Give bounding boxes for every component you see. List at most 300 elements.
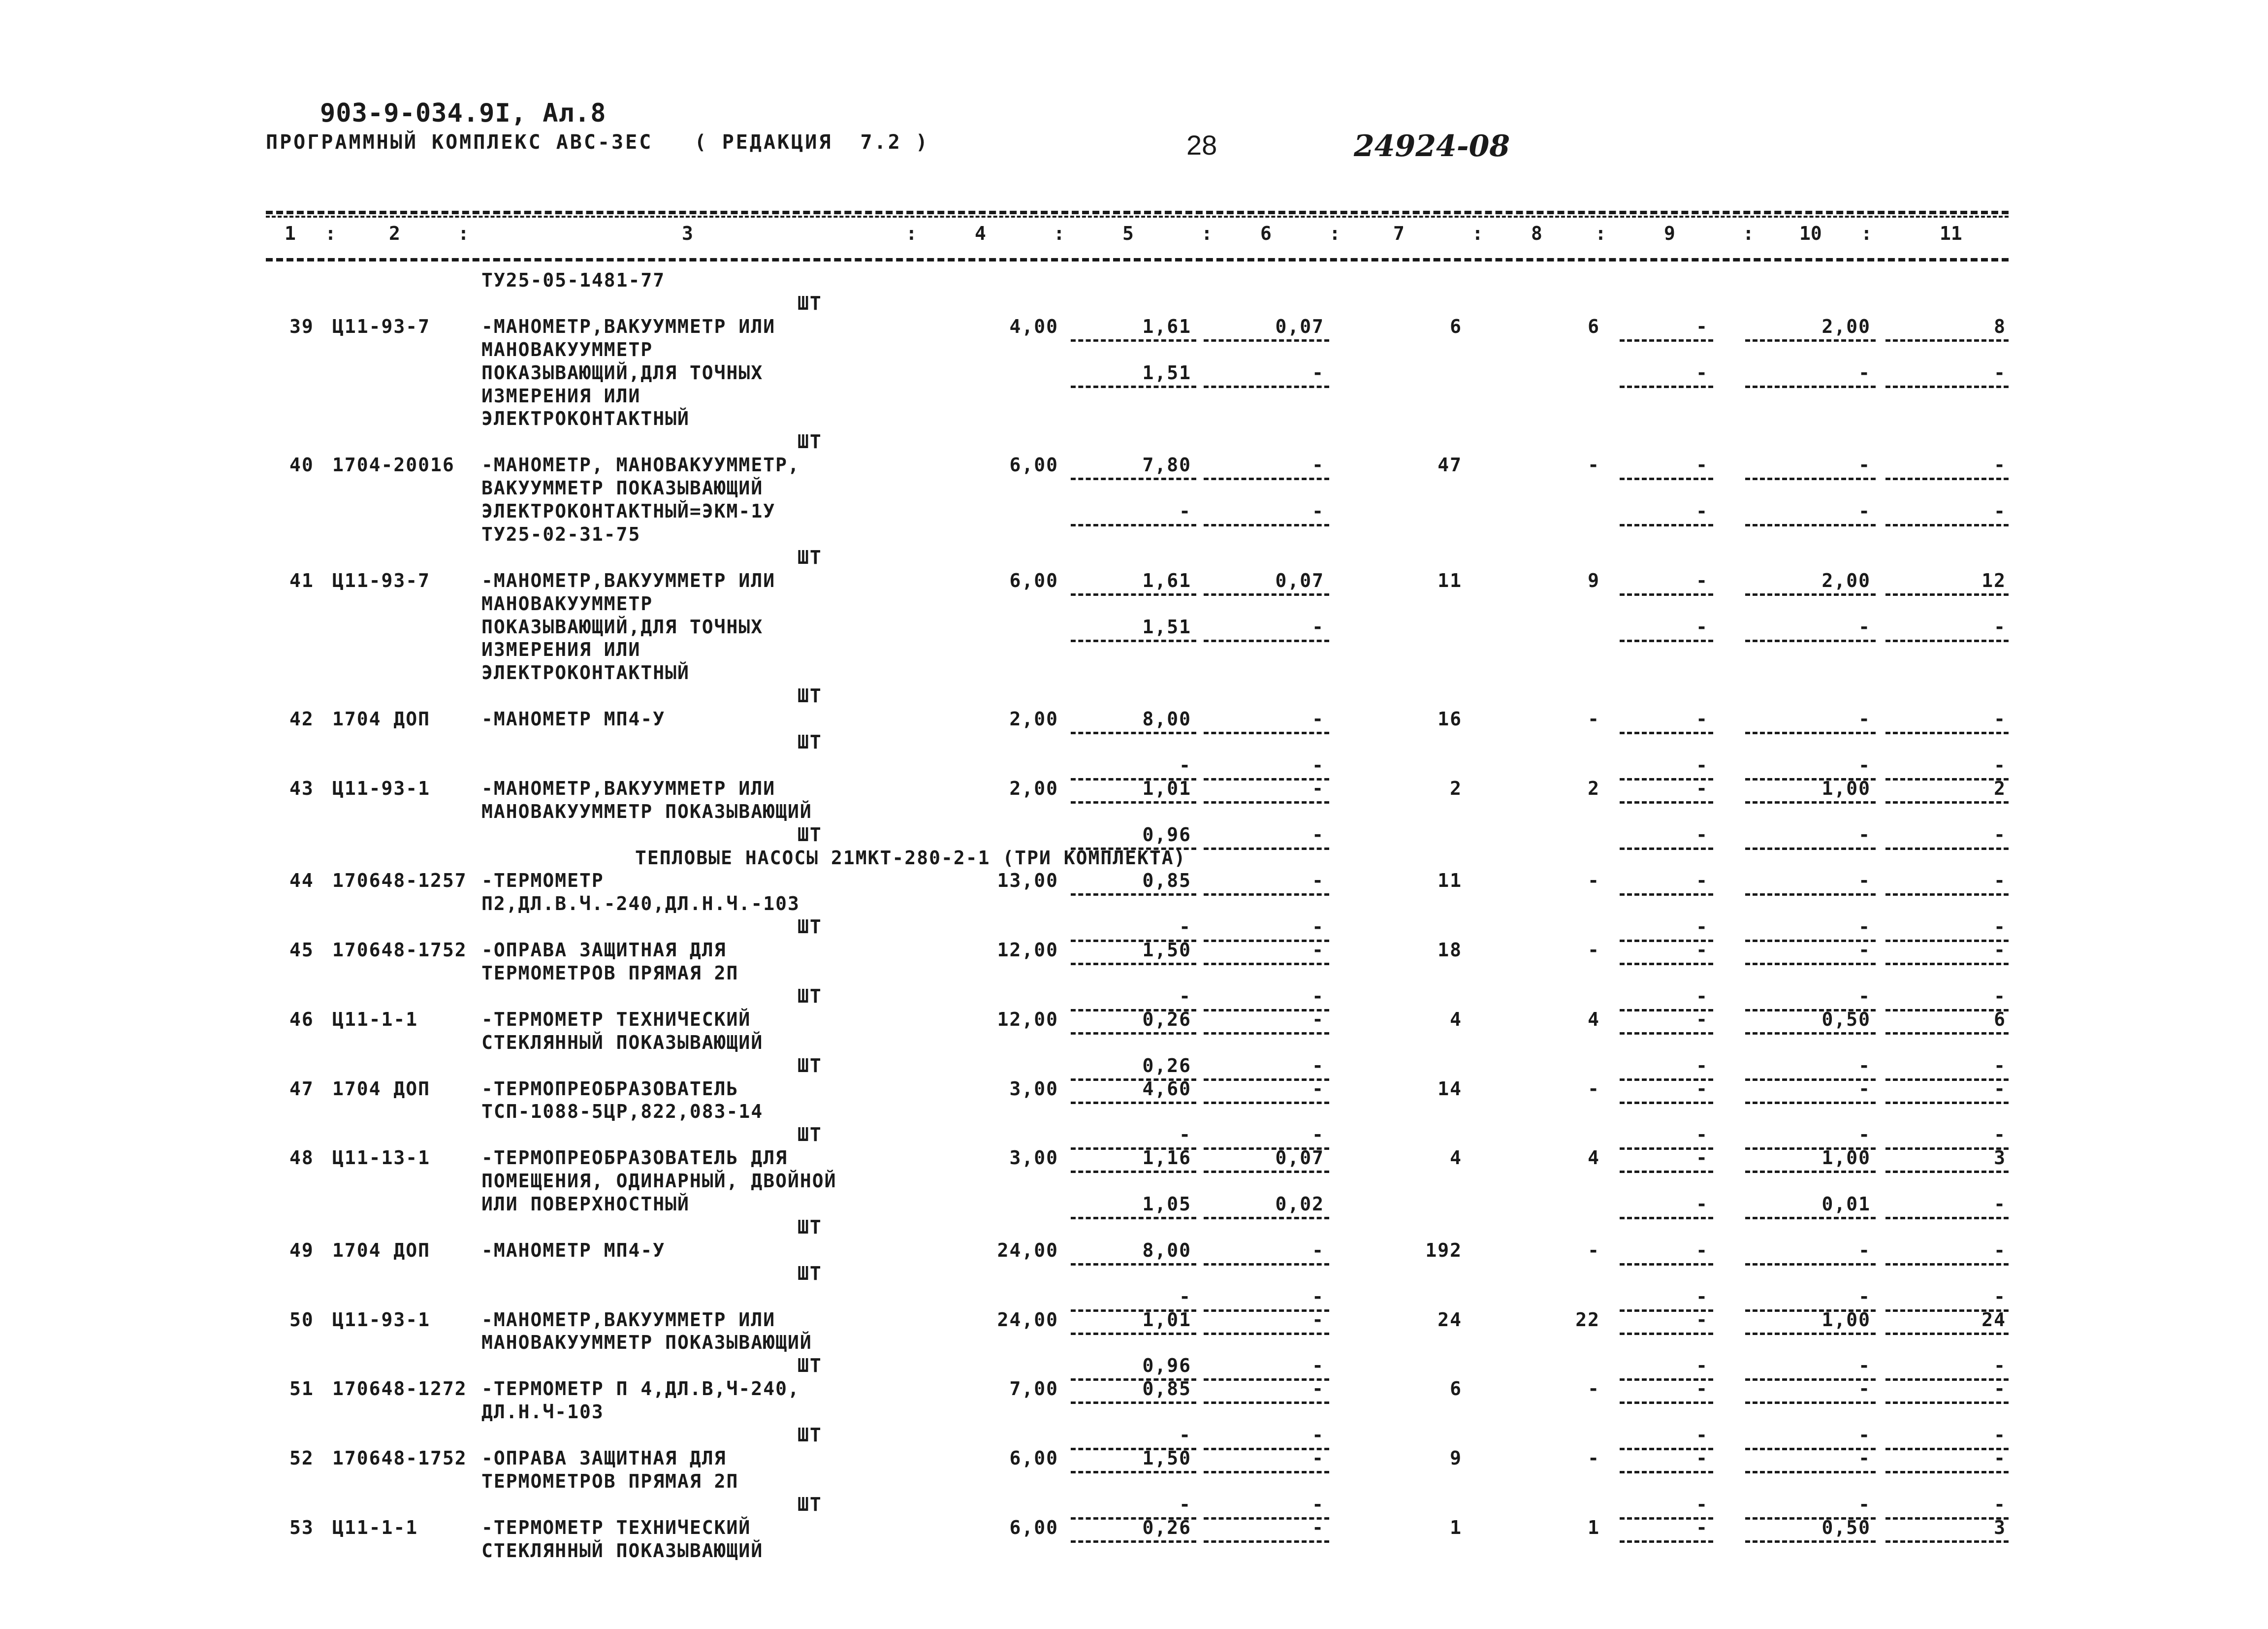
quantity-value: 13,00 bbox=[997, 870, 1058, 891]
col7-value: 11 bbox=[1437, 570, 1462, 591]
item-code: Ц11-93-1 bbox=[332, 778, 431, 799]
table-row bbox=[0, 315, 2268, 339]
col6-value: - bbox=[1312, 754, 1324, 776]
col11-value: - bbox=[1994, 708, 2006, 730]
item-code: Ц11-93-7 bbox=[332, 570, 431, 591]
item-code: 170648-1272 bbox=[332, 1378, 467, 1400]
col10-value: 2,00 bbox=[1821, 570, 1871, 591]
col5-value: 0,26 bbox=[1142, 1009, 1191, 1030]
table-row bbox=[0, 1146, 2268, 1170]
item-unit: ШТ bbox=[798, 1424, 822, 1446]
table-row-continuation bbox=[0, 615, 2268, 639]
table-row-continuation bbox=[0, 1331, 2268, 1355]
table-row-continuation bbox=[0, 961, 2268, 985]
col11-value: - bbox=[1994, 500, 2006, 522]
column-separator: : bbox=[1861, 223, 1872, 244]
col11-value: - bbox=[1994, 824, 2006, 846]
col5-value: 0,26 bbox=[1142, 1055, 1191, 1076]
item-description: ИЗМЕРЕНИЯ ИЛИ bbox=[481, 639, 641, 660]
col6-value: - bbox=[1312, 708, 1324, 730]
column-header: 1 bbox=[285, 223, 296, 244]
col5-value: 1,50 bbox=[1142, 1447, 1191, 1469]
col5-value: 1,16 bbox=[1142, 1147, 1191, 1169]
col10-value: 0,50 bbox=[1821, 1009, 1871, 1030]
col8-value: - bbox=[1588, 1239, 1600, 1261]
col8-value: - bbox=[1588, 1378, 1600, 1400]
col5-value: - bbox=[1179, 1286, 1191, 1307]
item-description: ИЛИ ПОВЕРХНОСТНЫЙ bbox=[481, 1193, 690, 1215]
col11-value: - bbox=[1994, 1193, 2006, 1215]
col6-value: - bbox=[1312, 1378, 1324, 1400]
col6-value: 0,07 bbox=[1275, 1147, 1324, 1169]
col10-value: - bbox=[1858, 708, 1871, 730]
col5-value: 1,51 bbox=[1142, 362, 1191, 384]
item-description: ИЗМЕРЕНИЯ ИЛИ bbox=[481, 385, 641, 407]
col6-value: - bbox=[1312, 1447, 1324, 1469]
col7-value: 4 bbox=[1450, 1009, 1462, 1030]
table-row-continuation bbox=[0, 1262, 2268, 1286]
table-row-continuation bbox=[0, 1285, 2268, 1309]
col9-value: - bbox=[1696, 1193, 1708, 1215]
item-number: 52 bbox=[289, 1447, 314, 1469]
item-unit: ШТ bbox=[798, 731, 822, 753]
item-description: ПОКАЗЫВАЮЩИЙ,ДЛЯ ТОЧНЫХ bbox=[481, 616, 764, 638]
col6-value: - bbox=[1312, 1239, 1324, 1261]
item-description: ДЛ.Н.Ч-103 bbox=[481, 1401, 604, 1423]
item-description: ВАКУУММЕТР ПОКАЗЫВАЮЩИЙ bbox=[481, 477, 764, 499]
col6-value: - bbox=[1312, 1494, 1324, 1515]
col10-value: - bbox=[1858, 362, 1871, 384]
table-row-continuation bbox=[0, 823, 2268, 847]
col10-value: - bbox=[1858, 985, 1871, 1007]
col9-value: - bbox=[1696, 1124, 1708, 1145]
col5-value: 1,61 bbox=[1142, 316, 1191, 337]
col9-value: - bbox=[1696, 1447, 1708, 1469]
column-header: 9 bbox=[1664, 223, 1675, 244]
col9-value: - bbox=[1696, 316, 1708, 337]
col10-value: - bbox=[1858, 870, 1871, 891]
section-heading: ТЕПЛОВЫЕ НАСОСЫ 21МКТ-280-2-1 (ТРИ КОМПЛЕКТА) bbox=[635, 847, 1186, 869]
col8-value: - bbox=[1588, 454, 1600, 476]
col8-value: 1 bbox=[1588, 1517, 1600, 1538]
table-row-continuation bbox=[0, 892, 2268, 916]
item-number: 41 bbox=[289, 570, 314, 591]
table-row-continuation bbox=[0, 476, 2268, 500]
col5-value: 1,01 bbox=[1142, 1309, 1191, 1331]
col9-value: - bbox=[1696, 754, 1708, 776]
col7-value: 16 bbox=[1437, 708, 1462, 730]
col11-value: - bbox=[1994, 916, 2006, 938]
table-row-continuation bbox=[0, 592, 2268, 616]
item-code: Ц11-1-1 bbox=[332, 1009, 418, 1030]
table-row-continuation bbox=[0, 1400, 2268, 1424]
column-header-row bbox=[266, 223, 2009, 252]
table-row-continuation bbox=[0, 499, 2268, 523]
col5-value: 0,96 bbox=[1142, 824, 1191, 846]
col10-value: - bbox=[1858, 616, 1871, 638]
col7-value: 47 bbox=[1437, 454, 1462, 476]
table-row-continuation bbox=[0, 1031, 2268, 1055]
col7-value: 14 bbox=[1437, 1078, 1462, 1100]
table-row-continuation bbox=[0, 522, 2268, 547]
col8-value: - bbox=[1588, 939, 1600, 961]
col5-value: 1,51 bbox=[1142, 616, 1191, 638]
column-header: 4 bbox=[975, 223, 986, 244]
table-row bbox=[0, 1238, 2268, 1263]
col7-value: 24 bbox=[1437, 1309, 1462, 1331]
col11-value: - bbox=[1994, 985, 2006, 1007]
col5-value: 4,60 bbox=[1142, 1078, 1191, 1100]
col9-value: - bbox=[1696, 985, 1708, 1007]
table-row bbox=[0, 1516, 2268, 1540]
col5-value: 1,50 bbox=[1142, 939, 1191, 961]
table-row-continuation bbox=[0, 753, 2268, 778]
col9-value: - bbox=[1696, 1424, 1708, 1446]
item-description: -МАНОМЕТР МП4-У bbox=[481, 708, 666, 730]
col11-value: 3 bbox=[1994, 1517, 2006, 1538]
item-description: ПОМЕЩЕНИЯ, ОДИНАРНЫЙ, ДВОЙНОЙ bbox=[481, 1170, 837, 1192]
table-row-continuation bbox=[0, 661, 2268, 685]
col9-value: - bbox=[1696, 778, 1708, 799]
item-code: Ц11-93-7 bbox=[332, 316, 431, 337]
column-header: 5 bbox=[1122, 223, 1134, 244]
col9-value: - bbox=[1696, 824, 1708, 846]
item-description: ЭЛЕКТРОКОНТАКТНЫЙ=ЭКМ-1У bbox=[481, 500, 776, 522]
col9-value: - bbox=[1696, 1309, 1708, 1331]
col6-value: - bbox=[1312, 916, 1324, 938]
item-description: ТУ25-05-1481-77 bbox=[481, 269, 666, 291]
col6-value: - bbox=[1312, 1009, 1324, 1030]
table-row-continuation bbox=[0, 638, 2268, 662]
col11-value: - bbox=[1994, 1286, 2006, 1307]
col10-value: - bbox=[1858, 1378, 1871, 1400]
table-row-continuation bbox=[0, 1123, 2268, 1147]
col7-value: 1 bbox=[1450, 1517, 1462, 1538]
col11-value: - bbox=[1994, 362, 2006, 384]
col10-value: - bbox=[1858, 1447, 1871, 1469]
item-unit: ШТ bbox=[798, 547, 822, 568]
item-description: -ТЕРМОПРЕОБРАЗОВАТЕЛЬ bbox=[481, 1078, 739, 1100]
col11-value: - bbox=[1994, 1424, 2006, 1446]
item-number: 50 bbox=[289, 1309, 314, 1331]
col11-value: - bbox=[1994, 454, 2006, 476]
document-code: 903-9-034.9I, Ал.8 bbox=[320, 98, 607, 128]
col10-value: - bbox=[1858, 454, 1871, 476]
col9-value: - bbox=[1696, 1009, 1708, 1030]
col11-value: - bbox=[1994, 1055, 2006, 1076]
col11-value: - bbox=[1994, 939, 2006, 961]
col11-value: 6 bbox=[1994, 1009, 2006, 1030]
col5-value: 1,01 bbox=[1142, 778, 1191, 799]
col6-value: - bbox=[1312, 824, 1324, 846]
top-rule bbox=[266, 211, 2009, 214]
table-row-continuation bbox=[0, 915, 2268, 939]
item-description: -МАНОМЕТР,ВАКУУММЕТР ИЛИ bbox=[481, 778, 776, 799]
column-header: 10 bbox=[1799, 223, 1822, 244]
col9-value: - bbox=[1696, 1517, 1708, 1538]
col11-value: 8 bbox=[1994, 316, 2006, 337]
col10-value: 1,00 bbox=[1821, 1309, 1871, 1331]
quantity-value: 4,00 bbox=[1009, 316, 1058, 337]
col10-value: - bbox=[1858, 1055, 1871, 1076]
col7-value: 2 bbox=[1450, 778, 1462, 799]
item-description: ТЕРМОМЕТРОВ ПРЯМАЯ 2П bbox=[481, 1470, 739, 1492]
col9-value: - bbox=[1696, 1147, 1708, 1169]
item-code: 1704 ДОП bbox=[332, 1078, 431, 1100]
col6-value: 0,07 bbox=[1275, 570, 1324, 591]
col6-value: - bbox=[1312, 1355, 1324, 1376]
col10-value: - bbox=[1858, 1355, 1871, 1376]
column-separator: : bbox=[458, 223, 469, 244]
item-code: 170648-1257 bbox=[332, 870, 467, 891]
table-row-continuation bbox=[0, 684, 2268, 708]
col11-value: - bbox=[1994, 870, 2006, 891]
col11-value: - bbox=[1994, 1239, 2006, 1261]
item-unit: ШТ bbox=[798, 1216, 822, 1238]
table-row-continuation bbox=[0, 1215, 2268, 1239]
column-header: 11 bbox=[1940, 223, 1962, 244]
column-header: 6 bbox=[1260, 223, 1272, 244]
col10-value: - bbox=[1858, 1286, 1871, 1307]
item-description: -ТЕРМОМЕТР П 4,ДЛ.В,Ч-240, bbox=[481, 1378, 800, 1400]
item-number: 48 bbox=[289, 1147, 314, 1169]
item-code: 1704 ДОП bbox=[332, 1239, 431, 1261]
item-number: 51 bbox=[289, 1378, 314, 1400]
col11-value: 3 bbox=[1994, 1147, 2006, 1169]
quantity-value: 6,00 bbox=[1009, 570, 1058, 591]
col6-value: - bbox=[1312, 985, 1324, 1007]
col9-value: - bbox=[1696, 916, 1708, 938]
item-code: 170648-1752 bbox=[332, 1447, 467, 1469]
item-unit: ШТ bbox=[798, 685, 822, 707]
column-separator: : bbox=[1054, 223, 1065, 244]
item-code: 1704 ДОП bbox=[332, 708, 431, 730]
col5-value: 8,00 bbox=[1142, 708, 1191, 730]
table-row-continuation bbox=[0, 1100, 2268, 1124]
table-row-continuation bbox=[0, 268, 2268, 293]
item-number: 46 bbox=[289, 1009, 314, 1030]
col8-value: - bbox=[1588, 870, 1600, 891]
item-unit: ШТ bbox=[798, 916, 822, 938]
col10-value: - bbox=[1858, 916, 1871, 938]
table-row-continuation bbox=[0, 730, 2268, 754]
col6-value: - bbox=[1312, 778, 1324, 799]
col5-value: - bbox=[1179, 916, 1191, 938]
item-description: СТЕКЛЯННЫЙ ПОКАЗЫВАЮЩИЙ bbox=[481, 1540, 764, 1562]
item-unit: ШТ bbox=[798, 1494, 822, 1515]
item-number: 42 bbox=[289, 708, 314, 730]
col5-value: 0,85 bbox=[1142, 1378, 1191, 1400]
item-description: ЭЛЕКТРОКОНТАКТНЫЙ bbox=[481, 662, 690, 684]
col10-value: - bbox=[1858, 1078, 1871, 1100]
col11-value: - bbox=[1994, 1078, 2006, 1100]
col10-value: 2,00 bbox=[1821, 316, 1871, 337]
item-description: МАНОВАКУУММЕТР ПОКАЗЫВАЮЩИЙ bbox=[481, 1332, 812, 1353]
table-row bbox=[0, 938, 2268, 962]
col6-value: - bbox=[1312, 362, 1324, 384]
table-row-continuation bbox=[0, 1469, 2268, 1494]
table-row-continuation bbox=[0, 800, 2268, 824]
table-row-continuation bbox=[0, 1539, 2268, 1563]
item-code: Ц11-93-1 bbox=[332, 1309, 431, 1331]
column-separator: : bbox=[1201, 223, 1213, 244]
column-header: 2 bbox=[389, 223, 400, 244]
col10-value: 0,50 bbox=[1821, 1517, 1871, 1538]
table-row bbox=[0, 707, 2268, 731]
col5-value: - bbox=[1179, 1494, 1191, 1515]
item-description: МАНОВАКУУММЕТР ПОКАЗЫВАЮЩИЙ bbox=[481, 801, 812, 822]
col11-value: - bbox=[1994, 1447, 2006, 1469]
col5-value: 0,85 bbox=[1142, 870, 1191, 891]
column-separator: : bbox=[1472, 223, 1483, 244]
item-code: Ц11-13-1 bbox=[332, 1147, 431, 1169]
item-unit: ШТ bbox=[798, 824, 822, 846]
table-row-continuation bbox=[0, 407, 2268, 431]
col5-value: - bbox=[1179, 985, 1191, 1007]
item-code: 170648-1752 bbox=[332, 939, 467, 961]
table-row bbox=[0, 1077, 2268, 1101]
column-separator: : bbox=[325, 223, 336, 244]
quantity-value: 2,00 bbox=[1009, 778, 1058, 799]
col5-value: 0,96 bbox=[1142, 1355, 1191, 1376]
col6-value: 0,07 bbox=[1275, 316, 1324, 337]
item-description: ТСП-1088-5ЦР,822,083-14 bbox=[481, 1101, 764, 1122]
col11-value: - bbox=[1994, 1355, 2006, 1376]
col8-value: 6 bbox=[1588, 316, 1600, 337]
col10-value: 1,00 bbox=[1821, 1147, 1871, 1169]
col11-value: - bbox=[1994, 1378, 2006, 1400]
col11-value: 2 bbox=[1994, 778, 2006, 799]
item-description: ТУ25-02-31-75 bbox=[481, 523, 641, 545]
col5-value: - bbox=[1179, 754, 1191, 776]
col11-value: 12 bbox=[1981, 570, 2006, 591]
table-row-continuation bbox=[0, 1493, 2268, 1517]
item-code: Ц11-1-1 bbox=[332, 1517, 418, 1538]
col10-value: - bbox=[1858, 1239, 1871, 1261]
table-row bbox=[0, 453, 2268, 477]
col8-value: 4 bbox=[1588, 1009, 1600, 1030]
col8-value: - bbox=[1588, 708, 1600, 730]
col9-value: - bbox=[1696, 1055, 1708, 1076]
col8-value: - bbox=[1588, 1447, 1600, 1469]
quantity-value: 6,00 bbox=[1009, 1447, 1058, 1469]
table-row-continuation bbox=[0, 292, 2268, 316]
handwritten-number: 24924-08 bbox=[1354, 129, 1510, 163]
item-description: -ОПРАВА ЗАЩИТНАЯ ДЛЯ bbox=[481, 1447, 727, 1469]
col6-value: - bbox=[1312, 500, 1324, 522]
item-description: -МАНОМЕТР,ВАКУУММЕТР ИЛИ bbox=[481, 570, 776, 591]
col9-value: - bbox=[1696, 939, 1708, 961]
col9-value: - bbox=[1696, 1494, 1708, 1515]
col10-value: 0,01 bbox=[1821, 1193, 1871, 1215]
col9-value: - bbox=[1696, 616, 1708, 638]
col9-value: - bbox=[1696, 1355, 1708, 1376]
col6-value: 0,02 bbox=[1275, 1193, 1324, 1215]
quantity-value: 12,00 bbox=[997, 1009, 1058, 1030]
table-row-continuation bbox=[0, 361, 2268, 385]
col5-value: 8,00 bbox=[1142, 1239, 1191, 1261]
item-unit: ШТ bbox=[798, 1263, 822, 1284]
item-number: 43 bbox=[289, 778, 314, 799]
item-number: 49 bbox=[289, 1239, 314, 1261]
col11-value: - bbox=[1994, 1124, 2006, 1145]
quantity-value: 12,00 bbox=[997, 939, 1058, 961]
item-unit: ШТ bbox=[798, 1055, 822, 1076]
col10-value: - bbox=[1858, 754, 1871, 776]
quantity-value: 7,00 bbox=[1009, 1378, 1058, 1400]
col5-value: 1,61 bbox=[1142, 570, 1191, 591]
column-header: 8 bbox=[1531, 223, 1542, 244]
col5-value: - bbox=[1179, 1424, 1191, 1446]
item-unit: ШТ bbox=[798, 985, 822, 1007]
item-number: 44 bbox=[289, 870, 314, 891]
col7-value: 18 bbox=[1437, 939, 1462, 961]
item-description: -ТЕРМОПРЕОБРАЗОВАТЕЛЬ ДЛЯ bbox=[481, 1147, 788, 1169]
table-row-continuation bbox=[0, 1192, 2268, 1216]
col9-value: - bbox=[1696, 870, 1708, 891]
quantity-value: 2,00 bbox=[1009, 708, 1058, 730]
col6-value: - bbox=[1312, 1286, 1324, 1307]
col10-value: - bbox=[1858, 1494, 1871, 1515]
table-row-continuation bbox=[0, 846, 2268, 870]
col6-value: - bbox=[1312, 616, 1324, 638]
col11-value: - bbox=[1994, 616, 2006, 638]
column-separator: : bbox=[1743, 223, 1754, 244]
item-description: -ОПРАВА ЗАЩИТНАЯ ДЛЯ bbox=[481, 939, 727, 961]
table-row bbox=[0, 869, 2268, 893]
table-row-continuation bbox=[0, 1169, 2268, 1193]
col9-value: - bbox=[1696, 708, 1708, 730]
col8-value: 9 bbox=[1588, 570, 1600, 591]
col6-value: - bbox=[1312, 870, 1324, 891]
item-number: 47 bbox=[289, 1078, 314, 1100]
col10-value: - bbox=[1858, 1424, 1871, 1446]
item-number: 39 bbox=[289, 316, 314, 337]
column-header: 7 bbox=[1393, 223, 1405, 244]
col5-value: - bbox=[1179, 500, 1191, 522]
table-row-continuation bbox=[0, 546, 2268, 570]
item-number: 40 bbox=[289, 454, 314, 476]
program-title: ПРОГРАММНЫЙ КОМПЛЕКС АВС-3ЕС ( РЕДАКЦИЯ 7.2 ) bbox=[266, 131, 929, 154]
table-row-continuation bbox=[0, 430, 2268, 454]
table-row-continuation bbox=[0, 1423, 2268, 1447]
col6-value: - bbox=[1312, 1055, 1324, 1076]
item-description: -МАНОМЕТР МП4-У bbox=[481, 1239, 666, 1261]
column-separator: : bbox=[1595, 223, 1606, 244]
col7-value: 6 bbox=[1450, 316, 1462, 337]
quantity-value: 3,00 bbox=[1009, 1147, 1058, 1169]
col8-value: 4 bbox=[1588, 1147, 1600, 1169]
col7-value: 4 bbox=[1450, 1147, 1462, 1169]
table-row-continuation bbox=[0, 984, 2268, 1009]
item-description: П2,ДЛ.В.Ч.-240,ДЛ.Н.Ч.-103 bbox=[481, 893, 800, 914]
page-number: 28 bbox=[1186, 130, 1217, 161]
table-row-continuation bbox=[0, 338, 2268, 362]
col7-value: 192 bbox=[1425, 1239, 1462, 1261]
column-separator: : bbox=[906, 223, 917, 244]
item-unit: ШТ bbox=[798, 1124, 822, 1145]
col8-value: 2 bbox=[1588, 778, 1600, 799]
col7-value: 6 bbox=[1450, 1378, 1462, 1400]
col8-value: - bbox=[1588, 1078, 1600, 1100]
table-row bbox=[0, 569, 2268, 593]
col5-value: 0,26 bbox=[1142, 1517, 1191, 1538]
header-rule bbox=[266, 258, 2009, 261]
table-row-continuation bbox=[0, 384, 2268, 408]
col10-value: 1,00 bbox=[1821, 778, 1871, 799]
col6-value: - bbox=[1312, 1124, 1324, 1145]
col5-value: - bbox=[1179, 1124, 1191, 1145]
